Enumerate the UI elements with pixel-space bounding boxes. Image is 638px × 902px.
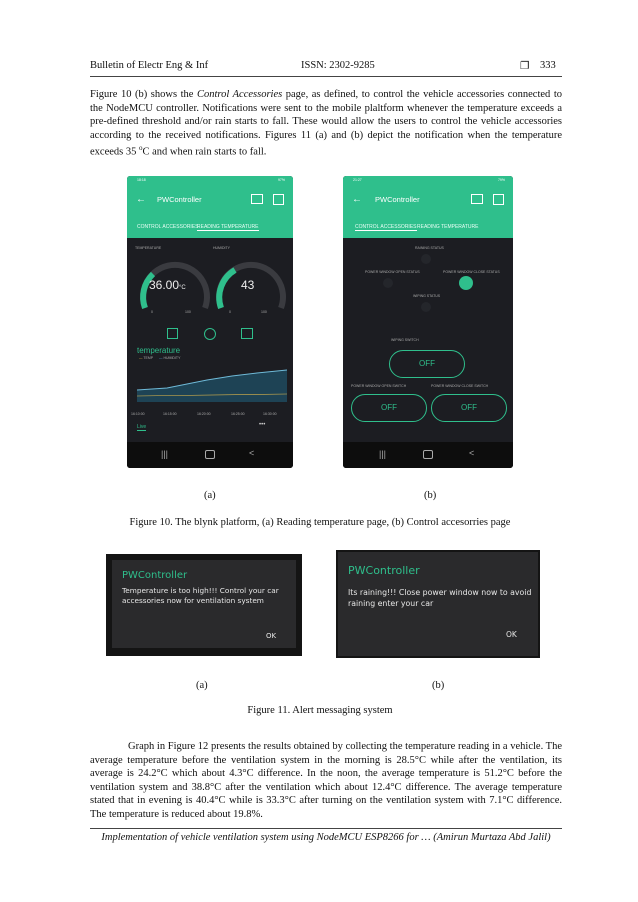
fig11-label-b: (b) xyxy=(432,680,445,691)
x-tick: 16:30:00 xyxy=(263,412,277,416)
alert-b-ok-button[interactable]: OK xyxy=(506,630,517,639)
phone-screenshot-a: 18:18 97% ← PWController CONTROL ACCESSORIES READING TEMPERATURE TEMPERATURE HUMIDITY 36.00°C 43 0 100 0 100 temperature — TEMP — HUMIDITY 16:10:00 16:15:00 16:20:00 16:25:00 16:30:00 Live ••• ||| < xyxy=(127,176,293,468)
raining-status-label: RAINING STATUS xyxy=(415,246,444,250)
footer-rule xyxy=(90,828,562,829)
header-rule xyxy=(90,76,562,77)
results-paragraph: Graph in Figure 12 presents the results obtained by collecting the temperature reading in a vehicle. The average temperature before the ventilation system in the morning is 28.5°C while after the ventilation, its average is 24.2°C which about 4.3°C difference. In the noon, the average temperature is 51.2°C before the ventilation system and 38.8°C after the ventilation which about 12.4°C difference. The average temperature stated that in evening is 40.4°C while is 33.3°C after turning on the ventilation system with 7.1°C difference. The temperature is reduced about 19.8%. xyxy=(90,741,562,820)
temperature-chart xyxy=(137,360,287,402)
tile-icon[interactable] xyxy=(167,328,178,339)
footer-citation: Implementation of vehicle ventilation system using NodeMCU ESP8266 for … (Amirun Murtaza Abd Jalil) xyxy=(101,832,551,843)
back-icon[interactable]: < xyxy=(249,448,255,458)
gauge-humidity-value: 43 xyxy=(241,278,255,292)
tab-reading-temperature[interactable]: READING TEMPERATURE xyxy=(197,224,259,230)
device-icon[interactable] xyxy=(471,194,483,204)
journal-name: Bulletin of Electr Eng & Inf xyxy=(90,60,209,71)
gauge-humidity-arc xyxy=(219,270,235,308)
gauge2-min: 0 xyxy=(229,310,231,314)
recents-icon[interactable]: ||| xyxy=(161,449,169,459)
wiping-switch-label: WIPING SWITCH xyxy=(391,338,419,342)
gauge-temperature-value: 36.00°C xyxy=(149,278,186,292)
back-arrow-icon[interactable]: ← xyxy=(136,194,146,205)
device-icon[interactable] xyxy=(251,194,263,204)
gauge-temperature-label: TEMPERATURE xyxy=(135,246,162,250)
x-tick: 16:25:00 xyxy=(231,412,245,416)
edit-icon[interactable] xyxy=(273,194,284,205)
gauge-humidity-label: HUMIDITY xyxy=(213,246,230,250)
page-number: 333 xyxy=(540,60,556,71)
alert-a-message: Temperature is too high!!! Control your car accessories now for ventilation system xyxy=(122,586,279,605)
legend-humidity: — HUMIDITY xyxy=(159,356,181,360)
clock-icon[interactable] xyxy=(204,328,216,340)
home-icon[interactable] xyxy=(205,450,215,459)
fig11-caption: Figure 11. Alert messaging system xyxy=(247,705,393,716)
alert-a-ok-button[interactable]: OK xyxy=(266,632,277,640)
device-sync-icon[interactable] xyxy=(241,328,253,339)
issn: ISSN: 2302-9285 xyxy=(301,60,375,71)
legend-temp: — TEMP xyxy=(139,356,154,360)
intro-paragraph: Figure 10 (b) shows the Control Accessories page, as defined, to control the vehicle accessories connected to the NodeMCU controller. Notifications were sent to the mobile plaltform whenever the temperature exceeds a pre-defined threshold and/or rain starts to fall. These would allow the users to control the vehicle accessories according to the received notifications. Figures 11 (a) and (b) depict the notification when the temperature exceeds 35 $^o$C and when rain starts to fall. xyxy=(90,89,562,158)
more-icon[interactable]: ••• xyxy=(259,422,266,428)
alert-screenshot-b xyxy=(336,550,540,658)
pw-open-switch-label: POWER WINDOW OPEN SWITCH xyxy=(351,384,407,388)
app-title: PWController xyxy=(375,195,420,204)
gauge2-max: 100 xyxy=(261,310,267,314)
x-tick: 16:20:00 xyxy=(197,412,211,416)
app-title: PWController xyxy=(157,195,202,204)
wiping-switch-button[interactable]: OFF xyxy=(389,350,465,378)
tab-control-accessories[interactable]: CONTROL ACCESSORIES xyxy=(355,224,417,230)
live-button[interactable]: Live xyxy=(137,424,147,430)
fig10-label-a: (a) xyxy=(204,490,216,501)
raining-led xyxy=(421,254,431,264)
phone-screenshot-b: 21:27 79% ← PWController CONTROL ACCESSORIES READING TEMPERATURE RAINING STATUS POWER WINDOW OPEN STATUS POWER WINDOW CLOSE STATUS WIPING STATUS WIPING SWITCH OFF POWER WINDOW OPEN SWITCH POWER WINDOW CLOSE SWITCH OFF OFF ||| < xyxy=(343,176,513,468)
edit-icon[interactable] xyxy=(493,194,504,205)
fig10-caption: Figure 10. The blynk platform, (a) Reading temperature page, (b) Control accesorries page xyxy=(129,517,511,528)
chart-title: temperature xyxy=(137,346,181,355)
recents-icon[interactable]: ||| xyxy=(379,449,387,459)
pw-close-led xyxy=(459,276,473,290)
x-tick: 16:10:00 xyxy=(131,412,145,416)
pw-close-switch-button[interactable]: OFF xyxy=(431,394,507,422)
fig10-label-b: (b) xyxy=(424,490,437,501)
wiping-led xyxy=(421,302,431,312)
pw-open-led xyxy=(383,278,393,288)
wiping-status-label: WIPING STATUS xyxy=(413,294,441,298)
pw-open-status-label: POWER WINDOW OPEN STATUS xyxy=(365,270,420,274)
alert-b-message: Its raining!!! Close power window now to avoid raining enter your car xyxy=(348,588,532,608)
pw-close-switch-label: POWER WINDOW CLOSE SWITCH xyxy=(431,384,489,388)
x-tick: 16:15:00 xyxy=(163,412,177,416)
home-icon[interactable] xyxy=(423,450,433,459)
tab-control-accessories[interactable]: CONTROL ACCESSORIES xyxy=(137,224,199,230)
box-icon: ❐ xyxy=(520,61,530,72)
gauge1-max: 100 xyxy=(185,310,191,314)
pw-open-switch-button[interactable]: OFF xyxy=(351,394,427,422)
back-arrow-icon[interactable]: ← xyxy=(352,194,362,205)
alert-screenshot-a xyxy=(106,554,302,656)
alert-a-title: PWController xyxy=(122,570,188,581)
pw-close-status-label: POWER WINDOW CLOSE STATUS xyxy=(443,270,500,274)
tab-reading-temperature[interactable]: READING TEMPERATURE xyxy=(417,224,479,230)
gauge1-min: 0 xyxy=(151,310,153,314)
back-icon[interactable]: < xyxy=(469,448,475,458)
fig11-label-a: (a) xyxy=(196,680,208,691)
alert-b-title: PWController xyxy=(348,564,420,577)
